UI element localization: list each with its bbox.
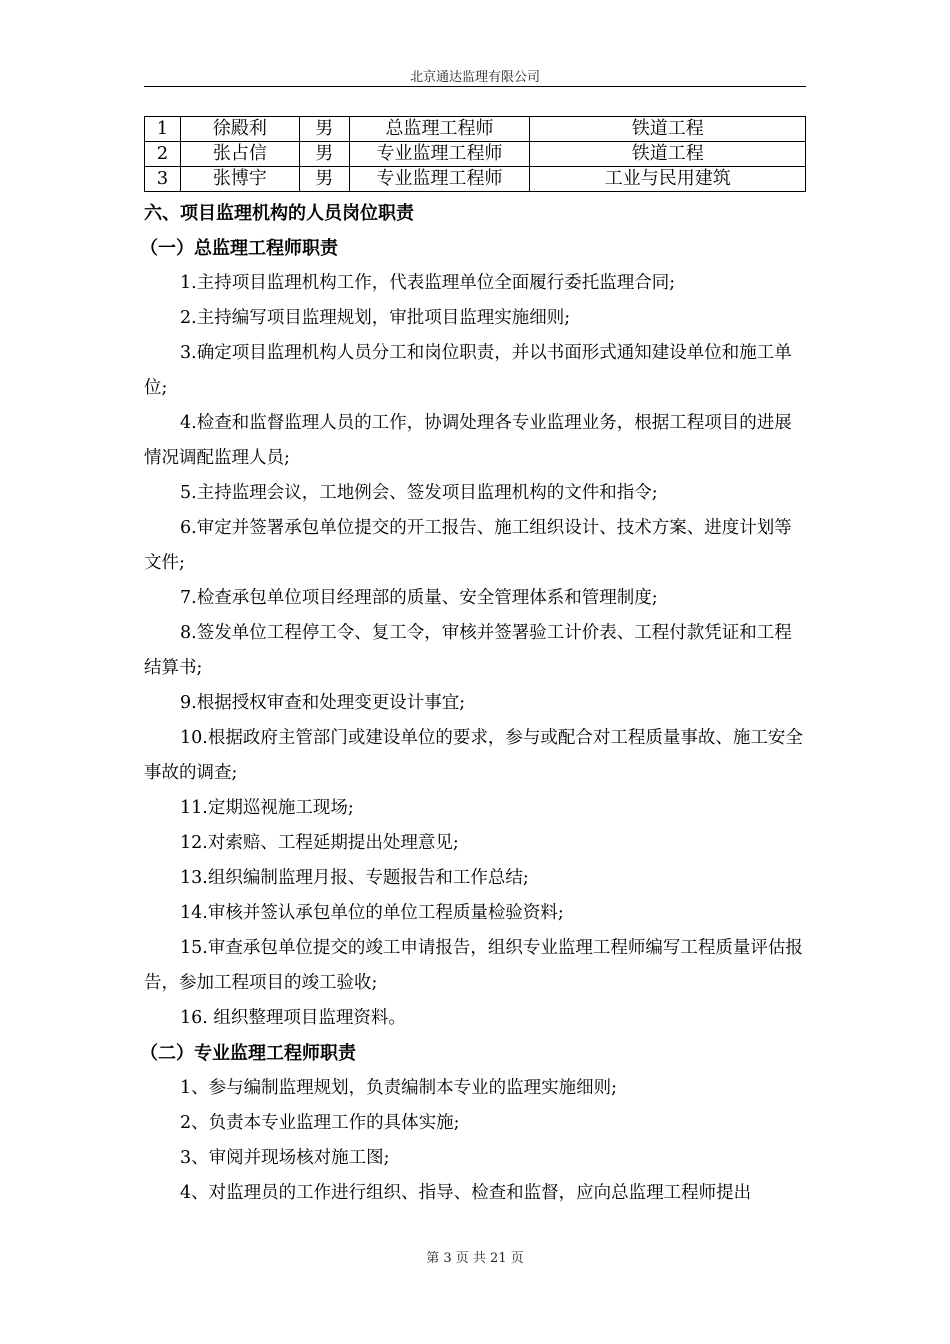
duty-item: 9.根据授权审查和处理变更设计事宜; [180, 693, 466, 713]
duty-item: 4、对监理员的工作进行组织、指导、检查和监督，应向总监理工程师提出 [180, 1183, 752, 1203]
duty-item: 3.确定项目监理机构人员分工和岗位职责，并以书面形式通知建设单位和施工单位; [144, 343, 792, 398]
duty-item: 3、审阅并现场核对施工图; [180, 1148, 390, 1168]
table-cell-index: 1 [145, 117, 181, 142]
table-cell-position: 总监理工程师 [349, 117, 530, 142]
table-cell-index: 3 [145, 167, 181, 192]
duty-item: 14.审核并签认承包单位的单位工程质量检验资料; [180, 903, 564, 923]
duty-item: 2.主持编写项目监理规划，审批项目监理实施细则; [180, 308, 571, 328]
duty-item: 11.定期巡视施工现场; [180, 798, 354, 818]
duty-item: 10.根据政府主管部门或建设单位的要求，参与或配合对工程质量事故、施工安全事故的调查; [144, 728, 803, 783]
duty-item: 4.检查和监督监理人员的工作，协调处理各专业监理业务，根据工程项目的进展情况调配监理人员; [144, 413, 792, 468]
staff-table [144, 116, 806, 192]
table-cell-specialty: 铁道工程 [530, 142, 806, 167]
table-cell-specialty: 工业与民用建筑 [530, 167, 806, 192]
page-header: 北京通达监理有限公司 [409, 70, 540, 85]
page-footer: 第 3 页 共 21 页 [426, 1251, 524, 1266]
duty-item: 6.审定并签署承包单位提交的开工报告、施工组织设计、技术方案、进度计划等文件; [144, 518, 792, 573]
table-cell-name: 徐殿利 [180, 117, 299, 142]
table-cell-gender: 男 [299, 117, 349, 142]
duty-item: 1、参与编制监理规划，负责编制本专业的监理实施细则; [180, 1078, 618, 1098]
duty-item: 7.检查承包单位项目经理部的质量、安全管理体系和管理制度; [180, 588, 658, 608]
table-cell-name: 张博宇 [180, 167, 299, 192]
subsection-heading-chief: （一）总监理工程师职责 [140, 238, 338, 259]
header-rule [144, 86, 806, 87]
table-row [145, 167, 806, 192]
table-cell-name: 张占信 [180, 142, 299, 167]
table-cell-gender: 男 [299, 167, 349, 192]
table-cell-position: 专业监理工程师 [349, 167, 530, 192]
duty-item: 16. 组织整理项目监理资料。 [180, 1008, 406, 1028]
duty-item: 15.审查承包单位提交的竣工申请报告，组织专业监理工程师编写工程质量评估报告，参加工程项目的竣工验收; [144, 938, 803, 993]
duty-item: 8.签发单位工程停工令、复工令，审核并签署验工计价表、工程付款凭证和工程结算书; [144, 623, 792, 678]
table-cell-specialty: 铁道工程 [530, 117, 806, 142]
section-heading: 六、项目监理机构的人员岗位职责 [144, 203, 414, 224]
duty-item: 1.主持项目监理机构工作，代表监理单位全面履行委托监理合同; [180, 273, 676, 293]
duty-item: 2、负责本专业监理工作的具体实施; [180, 1113, 460, 1133]
table-cell-position: 专业监理工程师 [349, 142, 530, 167]
duty-item: 13.组织编制监理月报、专题报告和工作总结; [180, 868, 529, 888]
subsection-heading-specialist: （二）专业监理工程师职责 [140, 1043, 356, 1064]
table-row [145, 142, 806, 167]
table-cell-gender: 男 [299, 142, 349, 167]
table-cell-index: 2 [145, 142, 181, 167]
duty-item: 5.主持监理会议，工地例会、签发项目监理机构的文件和指令; [180, 483, 658, 503]
document-body [140, 196, 806, 1211]
duty-item: 12.对索赔、工程延期提出处理意见; [180, 833, 459, 853]
table-row [145, 117, 806, 142]
